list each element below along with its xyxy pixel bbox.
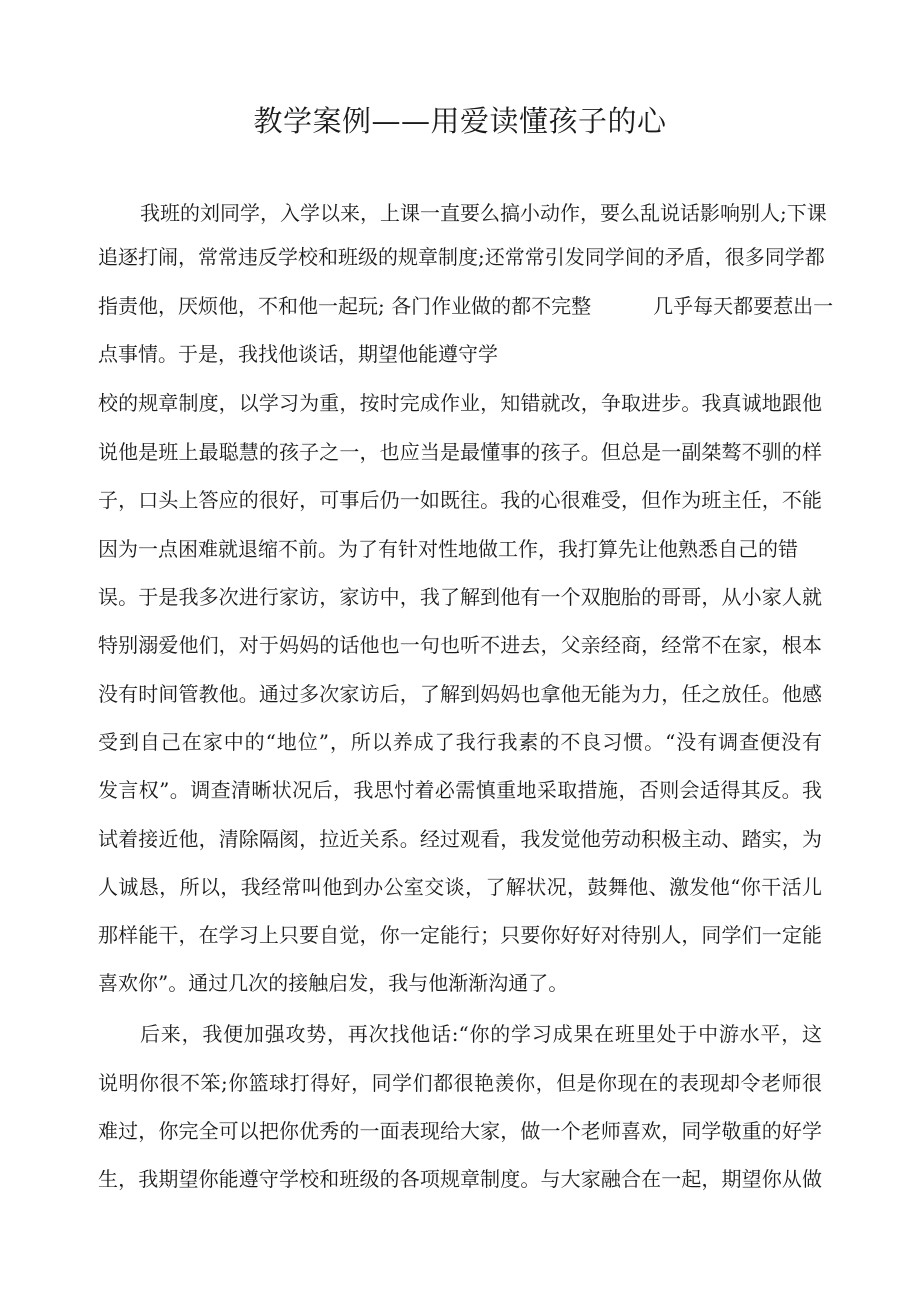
paragraph-3-line-2: 说明你很不笨;你篮球打得好，同学们都很艳羡你，但是你现在的表现却令老师很 [98, 1071, 822, 1095]
paragraph-2-line-11: 人诚恳，所以，我经常叫他到办公室交谈，了解状况，鼓舞他、激发他“你干活儿 [98, 875, 822, 899]
paragraph-1-line-1: 我班的刘同学，入学以来，上课一直要么搞小动作，要么乱说话影响别人;下课 [140, 201, 827, 225]
paragraph-1-line-3 [98, 287, 834, 325]
paragraph-2-line-10: 试着接近他，清除隔阂，拉近关系。经过观看，我发觉他劳动积极主动、踏实，为 [98, 827, 822, 851]
paragraph-2-line-5: 误。于是我多次进行家访，家访中，我了解到他有一个双胞胎的哥哥，从小家人就 [98, 585, 822, 609]
paragraph-3-line-3: 难过，你完全可以把你优秀的一面表现给大家，做一个老师喜欢，同学敬重的好学 [98, 1119, 822, 1143]
paragraph-2-line-12: 那样能干，在学习上只要自觉，你一定能行；只要你好好对待别人，同学们一定能 [98, 923, 822, 947]
paragraph-3-line-4: 生，我期望你能遵守学校和班级的各项规章制度。与大家融合在一起，期望你从做 [98, 1167, 822, 1191]
paragraph-2-line-3: 子，口头上答应的很好，可事后仍一如既往。我的心很难受，但作为班主任，不能 [98, 488, 822, 512]
paragraph-1-line-4: 点事情。于是，我找他谈话，期望他能遵守学 [98, 342, 498, 366]
paragraph-2-line-8: 受到自己在家中的“地位”，所以养成了我行我素的不良习惯。“没有调查便没有 [98, 730, 822, 754]
paragraph-1-line-3-part-a: 指责他，厌烦他，不和他一起玩; 各门作业做的都不完整 [98, 294, 592, 318]
document-title: 教学案例——用爱读懂孩子的心 [253, 104, 667, 138]
paragraph-2-line-13: 喜欢你”。通过几次的接触启发，我与他渐渐沟通了。 [98, 971, 569, 995]
paragraph-2-line-7: 没有时间管教他。通过多次家访后，了解到妈妈也拿他无能为力，任之放任。他感 [98, 682, 822, 706]
paragraph-1-line-3-part-b: 几乎每天都要惹出一 [653, 294, 834, 318]
paragraph-2-line-4: 因为一点困难就退缩不前。为了有针对性地做工作，我打算先让他熟悉自己的错 [98, 537, 798, 561]
paragraph-2-line-9: 发言权”。调查清晰状况后，我思忖着必需慎重地采取措施，否则会适得其反。我 [98, 778, 822, 802]
paragraph-3-line-1: 后来，我便加强攻势，再次找他话:“你的学习成果在班里处于中游水平，这 [140, 1022, 822, 1046]
paragraph-1-line-2: 追逐打闹，常常违反学校和班级的规章制度;还常常引发同学间的矛盾，很多同学都 [98, 245, 825, 269]
paragraph-2-line-1: 校的规章制度，以学习为重，按时完成作业，知错就改，争取进步。我真诚地跟他 [98, 391, 822, 415]
paragraph-2-line-2: 说他是班上最聪慧的孩子之一，也应当是最懂事的孩子。但总是一副桀骜不驯的样 [98, 440, 822, 464]
paragraph-2-line-6: 特别溺爱他们，对于妈妈的话他也一句也听不进去，父亲经商，经常不在家，根本 [98, 633, 822, 657]
